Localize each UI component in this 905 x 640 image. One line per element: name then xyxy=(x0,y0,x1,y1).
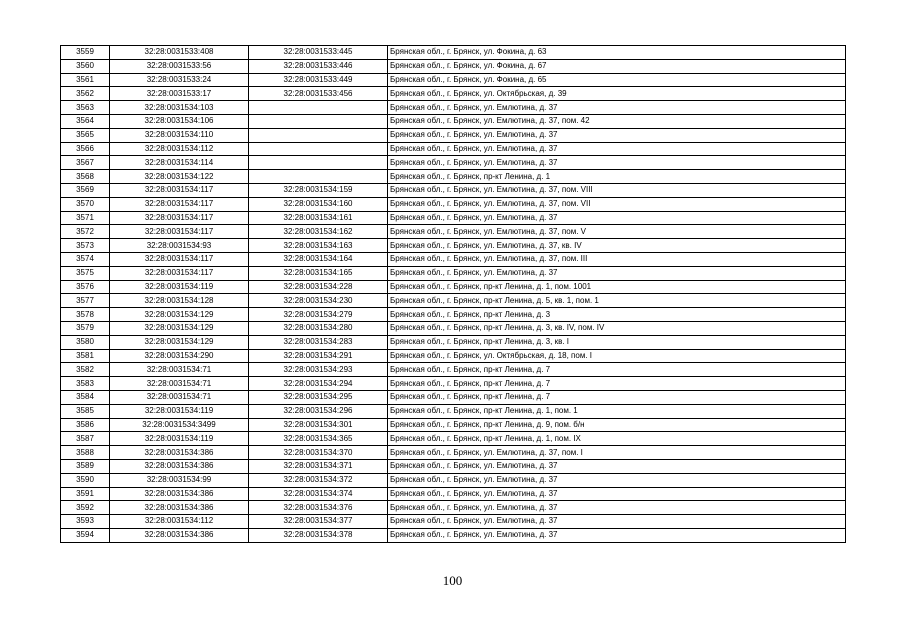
address-cell: Брянская обл., г. Брянск, ул. Фокина, д. 67 xyxy=(388,59,846,73)
cadastral-number-cell: 32:28:0031534:119 xyxy=(110,280,249,294)
row-number-cell: 3560 xyxy=(61,59,110,73)
cadastral-number-cell: 32:28:0031534:386 xyxy=(110,487,249,501)
premises-cadastral-number-cell: 32:28:0031534:162 xyxy=(249,225,388,239)
address-cell: Брянская обл., г. Брянск, ул. Емлютина, д. 37 xyxy=(388,101,846,115)
table-row xyxy=(61,142,846,156)
cadastral-number-cell: 32:28:0031534:112 xyxy=(110,142,249,156)
address-cell: Брянская обл., г. Брянск, ул. Емлютина, д. 37 xyxy=(388,501,846,515)
cadastral-number-cell: 32:28:0031534:386 xyxy=(110,501,249,515)
premises-cadastral-number-cell: 32:28:0031534:371 xyxy=(249,459,388,473)
premises-cadastral-number-cell: 32:28:0031534:279 xyxy=(249,308,388,322)
row-number-cell: 3585 xyxy=(61,404,110,418)
row-number-cell: 3586 xyxy=(61,418,110,432)
row-number-cell: 3594 xyxy=(61,528,110,542)
cadastral-number-cell: 32:28:0031534:117 xyxy=(110,252,249,266)
cadastral-number-cell: 32:28:0031534:290 xyxy=(110,349,249,363)
address-cell: Брянская обл., г. Брянск, пр-кт Ленина, д. 1, пом. IX xyxy=(388,432,846,446)
cadastral-number-cell: 32:28:0031534:71 xyxy=(110,377,249,391)
address-cell: Брянская обл., г. Брянск, ул. Октябрьская, д. 18, пом. I xyxy=(388,349,846,363)
premises-cadastral-number-cell: 32:28:0031534:160 xyxy=(249,197,388,211)
cadastral-number-cell: 32:28:0031534:386 xyxy=(110,446,249,460)
cadastral-number-cell: 32:28:0031534:110 xyxy=(110,128,249,142)
premises-cadastral-number-cell: 32:28:0031533:456 xyxy=(249,87,388,101)
address-cell: Брянская обл., г. Брянск, ул. Емлютина, д. 37, пом. 42 xyxy=(388,114,846,128)
row-number-cell: 3589 xyxy=(61,459,110,473)
cadastral-number-cell: 32:28:0031534:119 xyxy=(110,404,249,418)
premises-cadastral-number-cell: 32:28:0031534:301 xyxy=(249,418,388,432)
row-number-cell: 3580 xyxy=(61,335,110,349)
row-number-cell: 3577 xyxy=(61,294,110,308)
table-row xyxy=(61,170,846,184)
table-row xyxy=(61,101,846,115)
row-number-cell: 3570 xyxy=(61,197,110,211)
address-cell: Брянская обл., г. Брянск, ул. Емлютина, д. 37 xyxy=(388,142,846,156)
premises-cadastral-number-cell: 32:28:0031534:280 xyxy=(249,321,388,335)
row-number-cell: 3593 xyxy=(61,515,110,529)
table-row xyxy=(61,363,846,377)
cadastral-number-cell: 32:28:0031534:3499 xyxy=(110,418,249,432)
premises-cadastral-number-cell: 32:28:0031534:372 xyxy=(249,473,388,487)
row-number-cell: 3567 xyxy=(61,156,110,170)
address-cell: Брянская обл., г. Брянск, ул. Емлютина, д. 37 xyxy=(388,473,846,487)
row-number-cell: 3575 xyxy=(61,266,110,280)
row-number-cell: 3571 xyxy=(61,211,110,225)
premises-cadastral-number-cell xyxy=(249,114,388,128)
row-number-cell: 3569 xyxy=(61,183,110,197)
premises-cadastral-number-cell: 32:28:0031534:294 xyxy=(249,377,388,391)
row-number-cell: 3584 xyxy=(61,390,110,404)
table-row xyxy=(61,308,846,322)
address-cell: Брянская обл., г. Брянск, пр-кт Ленина, д. 1, пом. 1 xyxy=(388,404,846,418)
address-cell: Брянская обл., г. Брянск, пр-кт Ленина, д. 3, кв. IV, пом. IV xyxy=(388,321,846,335)
table-row xyxy=(61,459,846,473)
row-number-cell: 3588 xyxy=(61,446,110,460)
premises-cadastral-number-cell: 32:28:0031534:291 xyxy=(249,349,388,363)
row-number-cell: 3591 xyxy=(61,487,110,501)
cadastral-number-cell: 32:28:0031534:71 xyxy=(110,363,249,377)
table-row xyxy=(61,321,846,335)
address-cell: Брянская обл., г. Брянск, ул. Емлютина, д. 37, пом. I xyxy=(388,446,846,460)
cadastral-number-cell: 32:28:0031534:117 xyxy=(110,225,249,239)
address-cell: Брянская обл., г. Брянск, пр-кт Ленина, д. 5, кв. 1, пом. 1 xyxy=(388,294,846,308)
address-cell: Брянская обл., г. Брянск, ул. Емлютина, д. 37, пом. V xyxy=(388,225,846,239)
table-row xyxy=(61,252,846,266)
address-cell: Брянская обл., г. Брянск, пр-кт Ленина, д. 7 xyxy=(388,390,846,404)
row-number-cell: 3568 xyxy=(61,170,110,184)
row-number-cell: 3578 xyxy=(61,308,110,322)
cadastral-number-cell: 32:28:0031534:71 xyxy=(110,390,249,404)
table-row xyxy=(61,432,846,446)
table-row xyxy=(61,377,846,391)
address-cell: Брянская обл., г. Брянск, пр-кт Ленина, д. 3 xyxy=(388,308,846,322)
table-row xyxy=(61,501,846,515)
row-number-cell: 3592 xyxy=(61,501,110,515)
premises-cadastral-number-cell: 32:28:0031534:293 xyxy=(249,363,388,377)
row-number-cell: 3576 xyxy=(61,280,110,294)
registry-table-body xyxy=(61,46,846,543)
table-row xyxy=(61,515,846,529)
table-row xyxy=(61,446,846,460)
premises-cadastral-number-cell: 32:28:0031534:376 xyxy=(249,501,388,515)
table-row xyxy=(61,225,846,239)
cadastral-number-cell: 32:28:0031534:117 xyxy=(110,211,249,225)
cadastral-number-cell: 32:28:0031533:17 xyxy=(110,87,249,101)
premises-cadastral-number-cell: 32:28:0031533:445 xyxy=(249,46,388,60)
row-number-cell: 3573 xyxy=(61,239,110,253)
cadastral-number-cell: 32:28:0031534:386 xyxy=(110,459,249,473)
premises-cadastral-number-cell: 32:28:0031534:296 xyxy=(249,404,388,418)
table-row xyxy=(61,280,846,294)
address-cell: Брянская обл., г. Брянск, ул. Емлютина, д. 37 xyxy=(388,459,846,473)
premises-cadastral-number-cell: 32:28:0031534:164 xyxy=(249,252,388,266)
row-number-cell: 3581 xyxy=(61,349,110,363)
cadastral-number-cell: 32:28:0031534:386 xyxy=(110,528,249,542)
row-number-cell: 3590 xyxy=(61,473,110,487)
cadastral-number-cell: 32:28:0031534:122 xyxy=(110,170,249,184)
address-cell: Брянская обл., г. Брянск, ул. Емлютина, д. 37 xyxy=(388,266,846,280)
address-cell: Брянская обл., г. Брянск, ул. Фокина, д. 63 xyxy=(388,46,846,60)
row-number-cell: 3566 xyxy=(61,142,110,156)
address-cell: Брянская обл., г. Брянск, ул. Емлютина, д. 37, пом. III xyxy=(388,252,846,266)
cadastral-number-cell: 32:28:0031534:99 xyxy=(110,473,249,487)
address-cell: Брянская обл., г. Брянск, пр-кт Ленина, д. 1 xyxy=(388,170,846,184)
premises-cadastral-number-cell xyxy=(249,170,388,184)
table-row xyxy=(61,418,846,432)
table-row xyxy=(61,128,846,142)
address-cell: Брянская обл., г. Брянск, пр-кт Ленина, д. 7 xyxy=(388,363,846,377)
cadastral-number-cell: 32:28:0031534:129 xyxy=(110,335,249,349)
address-cell: Брянская обл., г. Брянск, ул. Емлютина, д. 37, кв. IV xyxy=(388,239,846,253)
table-row xyxy=(61,294,846,308)
row-number-cell: 3563 xyxy=(61,101,110,115)
premises-cadastral-number-cell: 32:28:0031534:159 xyxy=(249,183,388,197)
row-number-cell: 3582 xyxy=(61,363,110,377)
cadastral-number-cell: 32:28:0031534:117 xyxy=(110,266,249,280)
cadastral-number-cell: 32:28:0031534:117 xyxy=(110,197,249,211)
row-number-cell: 3562 xyxy=(61,87,110,101)
table-row xyxy=(61,197,846,211)
table-row xyxy=(61,211,846,225)
row-number-cell: 3583 xyxy=(61,377,110,391)
address-cell: Брянская обл., г. Брянск, ул. Емлютина, д. 37, пом. VIII xyxy=(388,183,846,197)
cadastral-number-cell: 32:28:0031533:408 xyxy=(110,46,249,60)
cadastral-number-cell: 32:28:0031534:103 xyxy=(110,101,249,115)
row-number-cell: 3579 xyxy=(61,321,110,335)
cadastral-number-cell: 32:28:0031533:24 xyxy=(110,73,249,87)
table-row xyxy=(61,87,846,101)
page-number: 100 xyxy=(442,573,463,588)
address-cell: Брянская обл., г. Брянск, ул. Емлютина, д. 37 xyxy=(388,515,846,529)
premises-cadastral-number-cell: 32:28:0031534:230 xyxy=(249,294,388,308)
address-cell: Брянская обл., г. Брянск, ул. Емлютина, д. 37 xyxy=(388,211,846,225)
cadastral-number-cell: 32:28:0031534:112 xyxy=(110,515,249,529)
table-row xyxy=(61,404,846,418)
premises-cadastral-number-cell: 32:28:0031534:163 xyxy=(249,239,388,253)
premises-cadastral-number-cell: 32:28:0031534:374 xyxy=(249,487,388,501)
table-row xyxy=(61,114,846,128)
cadastral-number-cell: 32:28:0031534:117 xyxy=(110,183,249,197)
premises-cadastral-number-cell: 32:28:0031534:161 xyxy=(249,211,388,225)
premises-cadastral-number-cell: 32:28:0031534:378 xyxy=(249,528,388,542)
address-cell: Брянская обл., г. Брянск, ул. Емлютина, д. 37, пом. VII xyxy=(388,197,846,211)
row-number-cell: 3572 xyxy=(61,225,110,239)
premises-cadastral-number-cell xyxy=(249,128,388,142)
cadastral-number-cell: 32:28:0031534:106 xyxy=(110,114,249,128)
address-cell: Брянская обл., г. Брянск, ул. Емлютина, д. 37 xyxy=(388,528,846,542)
address-cell: Брянская обл., г. Брянск, пр-кт Ленина, д. 9, пом. б/н xyxy=(388,418,846,432)
premises-cadastral-number-cell xyxy=(249,156,388,170)
cadastral-number-cell: 32:28:0031533:56 xyxy=(110,59,249,73)
table-row xyxy=(61,473,846,487)
table-row xyxy=(61,349,846,363)
row-number-cell: 3564 xyxy=(61,114,110,128)
table-row xyxy=(61,390,846,404)
premises-cadastral-number-cell: 32:28:0031534:365 xyxy=(249,432,388,446)
table-row xyxy=(61,73,846,87)
premises-cadastral-number-cell xyxy=(249,101,388,115)
cadastral-number-cell: 32:28:0031534:129 xyxy=(110,308,249,322)
row-number-cell: 3574 xyxy=(61,252,110,266)
table-row xyxy=(61,487,846,501)
table-row xyxy=(61,183,846,197)
premises-cadastral-number-cell: 32:28:0031534:295 xyxy=(249,390,388,404)
address-cell: Брянская обл., г. Брянск, пр-кт Ленина, д. 3, кв. I xyxy=(388,335,846,349)
table-row xyxy=(61,266,846,280)
premises-cadastral-number-cell: 32:28:0031533:449 xyxy=(249,73,388,87)
premises-cadastral-number-cell: 32:28:0031534:165 xyxy=(249,266,388,280)
row-number-cell: 3559 xyxy=(61,46,110,60)
premises-cadastral-number-cell: 32:28:0031534:228 xyxy=(249,280,388,294)
cadastral-number-cell: 32:28:0031534:114 xyxy=(110,156,249,170)
row-number-cell: 3565 xyxy=(61,128,110,142)
cadastral-number-cell: 32:28:0031534:119 xyxy=(110,432,249,446)
address-cell: Брянская обл., г. Брянск, ул. Емлютина, д. 37 xyxy=(388,128,846,142)
table-row xyxy=(61,335,846,349)
address-cell: Брянская обл., г. Брянск, ул. Емлютина, д. 37 xyxy=(388,156,846,170)
table-row xyxy=(61,46,846,60)
table-row xyxy=(61,59,846,73)
table-row xyxy=(61,156,846,170)
registry-table xyxy=(60,45,846,543)
table-row xyxy=(61,239,846,253)
address-cell: Брянская обл., г. Брянск, пр-кт Ленина, д. 7 xyxy=(388,377,846,391)
address-cell: Брянская обл., г. Брянск, пр-кт Ленина, д. 1, пом. 1001 xyxy=(388,280,846,294)
address-cell: Брянская обл., г. Брянск, ул. Октябрьская, д. 39 xyxy=(388,87,846,101)
address-cell: Брянская обл., г. Брянск, ул. Емлютина, д. 37 xyxy=(388,487,846,501)
premises-cadastral-number-cell: 32:28:0031534:370 xyxy=(249,446,388,460)
cadastral-number-cell: 32:28:0031534:129 xyxy=(110,321,249,335)
row-number-cell: 3561 xyxy=(61,73,110,87)
premises-cadastral-number-cell: 32:28:0031534:377 xyxy=(249,515,388,529)
address-cell: Брянская обл., г. Брянск, ул. Фокина, д. 65 xyxy=(388,73,846,87)
table-row xyxy=(61,528,846,542)
cadastral-number-cell: 32:28:0031534:128 xyxy=(110,294,249,308)
premises-cadastral-number-cell: 32:28:0031533:446 xyxy=(249,59,388,73)
premises-cadastral-number-cell xyxy=(249,142,388,156)
row-number-cell: 3587 xyxy=(61,432,110,446)
premises-cadastral-number-cell: 32:28:0031534:283 xyxy=(249,335,388,349)
cadastral-number-cell: 32:28:0031534:93 xyxy=(110,239,249,253)
